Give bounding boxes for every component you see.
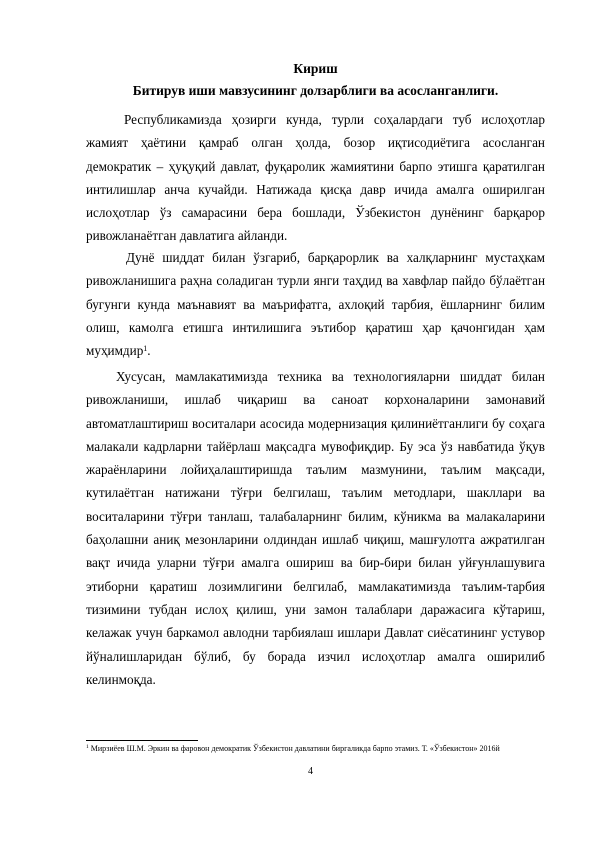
footnote-marker: 1 (86, 744, 89, 750)
paragraph-1: Республикамизда ҳозирги кунда, турли соҳалардаги туб ислоҳотлар жамият ҳаётини қамраб олган ҳолда, бозор иқтисодиётига асосланган демократик – ҳуқуқий давлат, фуқаролик жамиятини барпо этишга қаратилган интилишлар анча кучайди. Натижада қисқа давр ичида амалга оширилган ислоҳотлар ўз самарасини бера бошлади, Ўзбекистон дунёнинг барқарор ривожланаётган давлатига айланди. (86, 112, 545, 244)
footnote-separator (86, 740, 198, 741)
paragraph-2-end: . (147, 343, 151, 359)
footnote (86, 743, 541, 754)
document-title: Кириш (293, 61, 338, 76)
footnote-reference: 1 (143, 344, 148, 354)
paragraph-2 (86, 246, 545, 362)
page-number: 4 (308, 766, 313, 777)
document-subtitle: Битирув иши мавзусининг долзарблиги ва асосланганлиги. (132, 83, 499, 98)
paragraph-3: Хусусан, мамлакатимизда техника ва технологияларни шиддат билан ривожланиши, ишлаб чиқариш ва саноат корхоналарини замонавий автоматлаштириш воситалари асосида модернизация қилиниётганлиги бу соҳага малакали кадрларни тайёрлаш мақсадга мувофиқдир. Бу эса ўз навбатида ўқув жараёнларини лойиҳалаштиришда таълим мазмунини, таълим мақсади, кутилаётган натижани тўғри белгилаш, таълим методлари, шакллари ва воситаларини тўғри танлаш, талабаларнинг билим, кўникма ва малакаларини баҳолашни аниқ мезонларини олдиндан ишлаб чиқиш, машғулотга ажратилган вақт ичида уларни тўғри амалга ошириш ва бир-бири билан уйғунлашувига этиборни қаратиш лозимлигини белгилаб, мамлакатимизда таълим-тарбия тизимини тубдан ислоҳ қилиш, уни замон талаблари даражасига кўтариш, келажак учун баркамол авлодни тарбиялаш ишлари Давлат сиёсатининг устувор йўналишларидан бўлиб, бу борада изчил ислоҳотлар амалга оширилиб келинмоқда. (86, 369, 545, 687)
paragraph-2-text: Дунё шиддат билан ўзгариб, барқарорлик ва халқларнинг мустаҳкам ривожланишига раҳна соладиган турли янги таҳдид ва хавфлар пайдо бўлаётган бугунги кунда маънавият ва маърифатга, ахлоқий тарбия, ёшларнинг билим олиш, камолга етишга интилишига эътибор қаратиш ҳар қачонгидан ҳам муҳимдир (86, 250, 545, 359)
footnote-text: Мирзиёев Ш.М. Эркин ва фаровон демократик Ўзбекистон давлатини биргаликда барпо этамиз. Т. «Ўзбекистон» 2016й (90, 744, 500, 753)
